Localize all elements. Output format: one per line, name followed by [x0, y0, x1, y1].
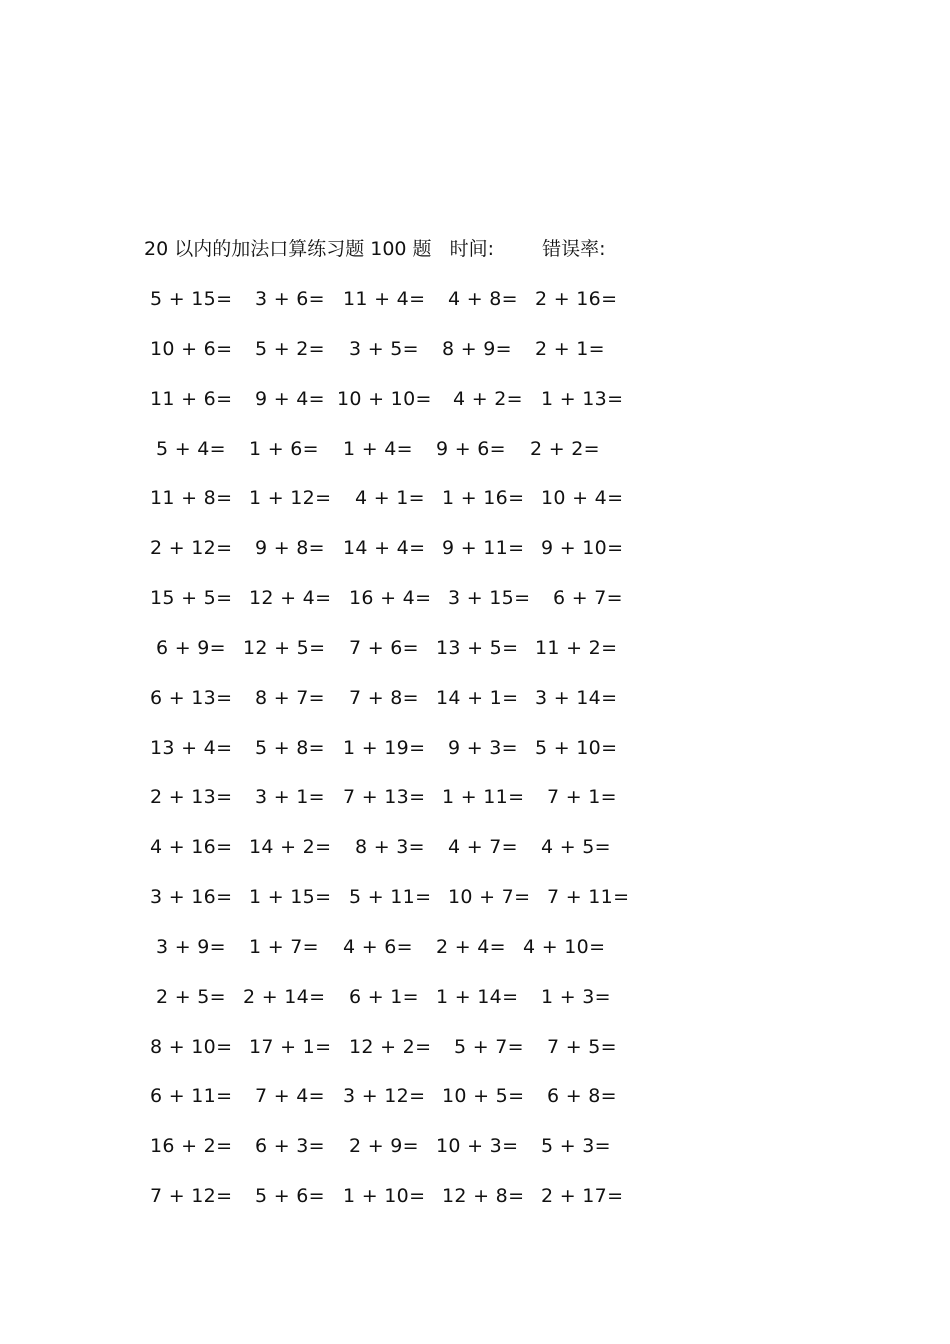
worksheet-header	[144, 236, 605, 262]
addition-problem: 7 + 5=	[547, 1036, 617, 1058]
addition-problem: 3 + 12=	[343, 1085, 426, 1107]
addition-problem: 14 + 1=	[436, 687, 519, 709]
addition-problem: 3 + 6=	[255, 288, 325, 310]
addition-problem: 9 + 11=	[442, 537, 525, 559]
addition-problem: 4 + 6=	[343, 936, 413, 958]
addition-problem: 8 + 3=	[355, 836, 425, 858]
addition-problem: 11 + 4=	[343, 288, 426, 310]
addition-problem: 16 + 2=	[150, 1135, 233, 1157]
addition-problem: 10 + 6=	[150, 338, 233, 360]
addition-problem: 6 + 1=	[349, 986, 419, 1008]
addition-problem: 1 + 16=	[442, 487, 525, 509]
addition-problem: 7 + 4=	[255, 1085, 325, 1107]
addition-problem: 4 + 8=	[448, 288, 518, 310]
addition-problem: 2 + 1=	[535, 338, 605, 360]
addition-problem: 16 + 4=	[349, 587, 432, 609]
addition-problem: 6 + 8=	[547, 1085, 617, 1107]
addition-problem: 6 + 11=	[150, 1085, 233, 1107]
worksheet-title: 20 以内的加法口算练习题 100 题	[144, 238, 432, 260]
addition-problem: 17 + 1=	[249, 1036, 332, 1058]
addition-problem: 12 + 8=	[442, 1185, 525, 1207]
addition-problem: 3 + 14=	[535, 687, 618, 709]
addition-problem: 5 + 15=	[150, 288, 233, 310]
time-label: 时间:	[449, 238, 495, 260]
addition-problem: 6 + 7=	[553, 587, 623, 609]
addition-problem: 13 + 4=	[150, 737, 233, 759]
addition-problem: 5 + 10=	[535, 737, 618, 759]
error-rate-label: 错误率:	[542, 238, 606, 260]
addition-problem: 11 + 2=	[535, 637, 618, 659]
addition-problem: 5 + 2=	[255, 338, 325, 360]
addition-problem: 9 + 6=	[436, 438, 506, 460]
addition-problem: 9 + 4=	[255, 388, 325, 410]
addition-problem: 5 + 8=	[255, 737, 325, 759]
addition-problem: 1 + 6=	[249, 438, 319, 460]
addition-problem: 1 + 11=	[442, 786, 525, 808]
addition-problem: 2 + 4=	[436, 936, 506, 958]
addition-problem: 5 + 4=	[156, 438, 226, 460]
addition-problem: 2 + 5=	[156, 986, 226, 1008]
addition-problem: 13 + 5=	[436, 637, 519, 659]
addition-problem: 12 + 4=	[249, 587, 332, 609]
addition-problem: 1 + 14=	[436, 986, 519, 1008]
addition-problem: 7 + 12=	[150, 1185, 233, 1207]
addition-problem: 11 + 6=	[150, 388, 233, 410]
addition-problem: 14 + 2=	[249, 836, 332, 858]
addition-problem: 1 + 4=	[343, 438, 413, 460]
addition-problem: 3 + 15=	[448, 587, 531, 609]
addition-problem: 2 + 13=	[150, 786, 233, 808]
addition-problem: 2 + 9=	[349, 1135, 419, 1157]
addition-problem: 7 + 13=	[343, 786, 426, 808]
addition-problem: 10 + 7=	[448, 886, 531, 908]
addition-problem: 12 + 2=	[349, 1036, 432, 1058]
addition-problem: 1 + 10=	[343, 1185, 426, 1207]
addition-problem: 3 + 9=	[156, 936, 226, 958]
addition-problem: 4 + 10=	[523, 936, 606, 958]
addition-problem: 1 + 7=	[249, 936, 319, 958]
addition-problem: 6 + 13=	[150, 687, 233, 709]
addition-problem: 9 + 8=	[255, 537, 325, 559]
addition-problem: 9 + 3=	[448, 737, 518, 759]
addition-problem: 6 + 9=	[156, 637, 226, 659]
addition-problem: 2 + 16=	[535, 288, 618, 310]
addition-problem: 2 + 17=	[541, 1185, 624, 1207]
addition-problem: 10 + 4=	[541, 487, 624, 509]
addition-problem: 5 + 7=	[454, 1036, 524, 1058]
addition-problem: 3 + 5=	[349, 338, 419, 360]
addition-problem: 5 + 6=	[255, 1185, 325, 1207]
addition-problem: 10 + 3=	[436, 1135, 519, 1157]
addition-problem: 4 + 1=	[355, 487, 425, 509]
addition-problem: 7 + 11=	[547, 886, 630, 908]
addition-problem: 7 + 8=	[349, 687, 419, 709]
addition-problem: 3 + 1=	[255, 786, 325, 808]
addition-problem: 10 + 5=	[442, 1085, 525, 1107]
addition-problem: 10 + 10=	[337, 388, 432, 410]
addition-problem: 11 + 8=	[150, 487, 233, 509]
addition-problem: 5 + 3=	[541, 1135, 611, 1157]
addition-problem: 14 + 4=	[343, 537, 426, 559]
addition-problem: 8 + 9=	[442, 338, 512, 360]
addition-problem: 7 + 6=	[349, 637, 419, 659]
addition-problem: 4 + 7=	[448, 836, 518, 858]
addition-problem: 2 + 14=	[243, 986, 326, 1008]
addition-problem: 1 + 13=	[541, 388, 624, 410]
addition-problem: 1 + 19=	[343, 737, 426, 759]
addition-problem: 6 + 3=	[255, 1135, 325, 1157]
addition-problem: 1 + 15=	[249, 886, 332, 908]
addition-problem: 4 + 2=	[453, 388, 523, 410]
addition-problem: 2 + 2=	[530, 438, 600, 460]
addition-problem: 8 + 10=	[150, 1036, 233, 1058]
addition-problem: 9 + 10=	[541, 537, 624, 559]
addition-problem: 3 + 16=	[150, 886, 233, 908]
addition-problem: 1 + 3=	[541, 986, 611, 1008]
addition-problem: 15 + 5=	[150, 587, 233, 609]
addition-problem: 4 + 5=	[541, 836, 611, 858]
addition-problem: 2 + 12=	[150, 537, 233, 559]
addition-problem: 12 + 5=	[243, 637, 326, 659]
addition-problem: 4 + 16=	[150, 836, 233, 858]
addition-problem: 5 + 11=	[349, 886, 432, 908]
addition-problem: 8 + 7=	[255, 687, 325, 709]
addition-problem: 7 + 1=	[547, 786, 617, 808]
addition-problem: 1 + 12=	[249, 487, 332, 509]
